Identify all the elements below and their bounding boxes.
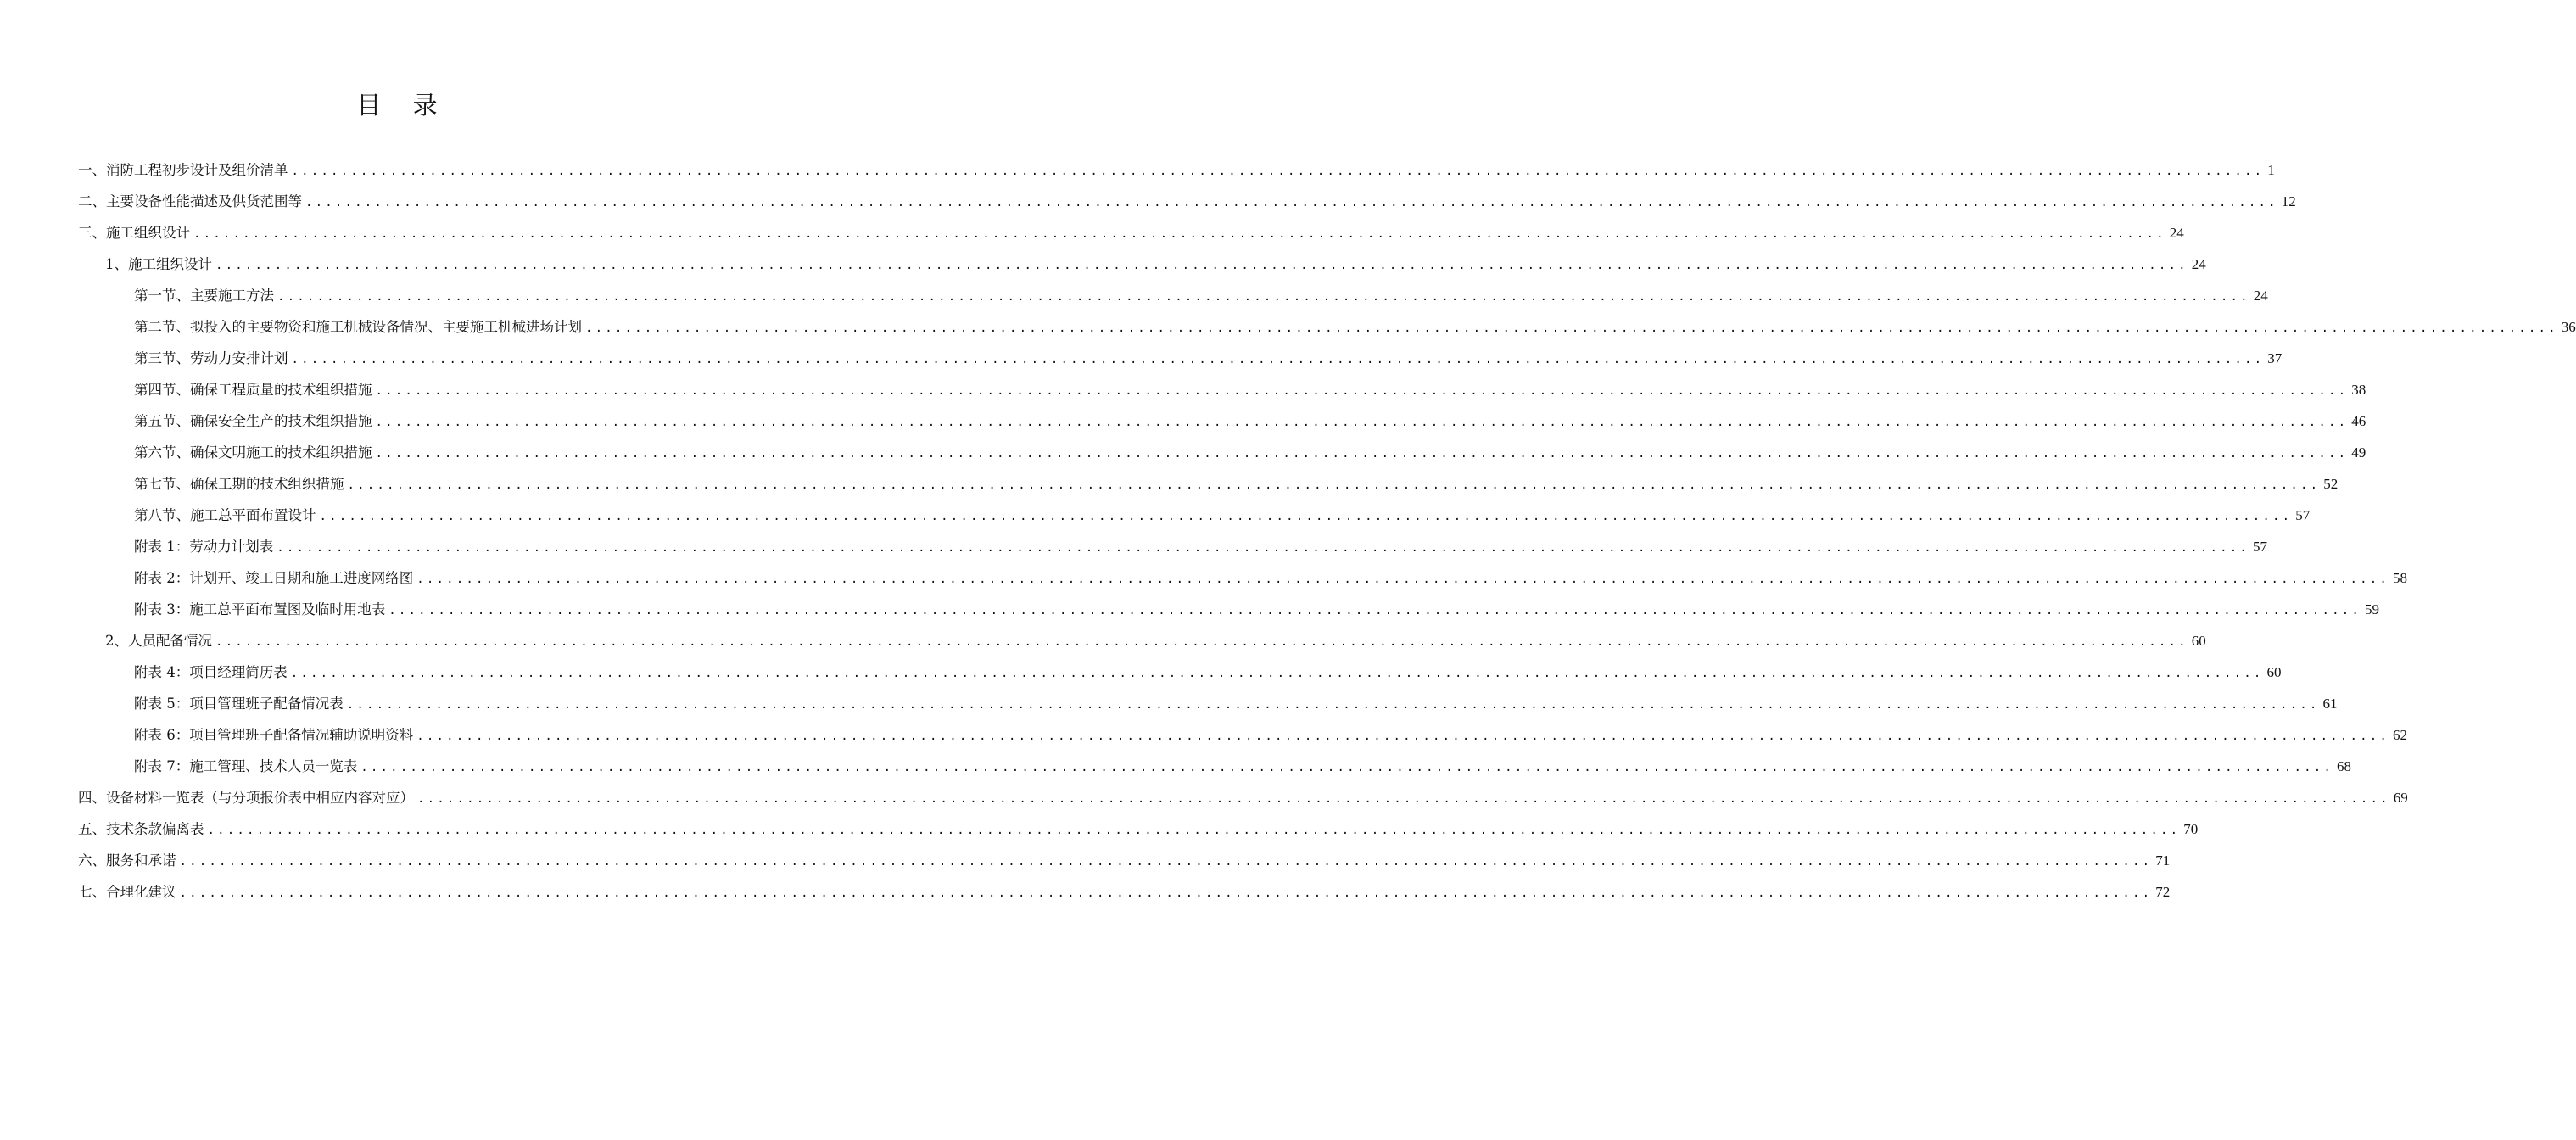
toc-page-number: 59 bbox=[2365, 601, 2379, 618]
toc-leader-dots: ........................................................................................................................................................................................................ bbox=[291, 165, 2265, 178]
toc-entry-label: 附表 6：项目管理班子配备情况辅助说明资料 bbox=[134, 727, 414, 743]
toc-leader-dots: ........................................................................................................................................................................................................ bbox=[346, 698, 2320, 712]
toc-entry[interactable] bbox=[134, 438, 2366, 468]
toc-leader-dots: ........................................................................................................................................................................................................ bbox=[215, 259, 2188, 272]
toc-entry-label: 附表 5：项目管理班子配备情况表 bbox=[134, 696, 344, 712]
toc-entry[interactable] bbox=[134, 375, 2366, 405]
toc-leader-dots: ........................................................................................................................................................................................................ bbox=[416, 729, 2389, 743]
toc-entry[interactable] bbox=[134, 595, 2379, 625]
toc-leader-dots: ........................................................................................................................................................................................................ bbox=[375, 384, 2349, 398]
toc-leader-dots: ........................................................................................................................................................................................................ bbox=[319, 510, 2293, 523]
toc-entry[interactable] bbox=[78, 877, 2171, 908]
toc-leader-dots: ........................................................................................................................................................................................................ bbox=[193, 227, 2166, 241]
toc-entry-label: 第三节、劳动力安排计划 bbox=[134, 350, 288, 366]
toc-entry[interactable] bbox=[134, 469, 2339, 500]
toc-page-number: 24 bbox=[2169, 225, 2184, 241]
toc-entry[interactable] bbox=[105, 626, 2206, 657]
toc-leader-dots: ........................................................................................................................................................................................................ bbox=[417, 792, 2390, 806]
toc-page-number: 24 bbox=[2191, 256, 2206, 272]
toc-page-number: 70 bbox=[2183, 821, 2199, 837]
toc-entry-label: 第五节、确保安全生产的技术组织措施 bbox=[134, 413, 372, 429]
toc-page-number: 24 bbox=[2253, 288, 2268, 304]
toc-leader-dots: ........................................................................................................................................................................................................ bbox=[290, 667, 2264, 680]
page-title: 目 录 bbox=[356, 91, 450, 120]
toc-page-number: 62 bbox=[2393, 727, 2407, 743]
toc-page-number: 1 bbox=[2267, 162, 2275, 178]
toc-entry[interactable] bbox=[134, 752, 2351, 782]
toc-page-number: 37 bbox=[2267, 350, 2283, 366]
toc-leader-dots: ........................................................................................................................................................................................................ bbox=[291, 353, 2265, 366]
toc-entry[interactable] bbox=[134, 689, 2338, 719]
toc-leader-dots: ........................................................................................................................................................................................................ bbox=[360, 761, 2333, 774]
toc-leader-dots: ........................................................................................................................................................................................................ bbox=[215, 635, 2188, 649]
toc-leader-dots: ........................................................................................................................................................................................................ bbox=[179, 855, 2153, 869]
toc-page-number: 72 bbox=[2155, 884, 2171, 900]
toc-entry-label: 附表 4：项目经理简历表 bbox=[134, 664, 288, 680]
toc-entry-label: 附表 7：施工管理、技术人员一览表 bbox=[134, 758, 358, 774]
toc-leader-dots: ........................................................................................................................................................................................................ bbox=[388, 604, 2361, 618]
toc-entry[interactable] bbox=[134, 312, 2576, 343]
toc-entry-label: 第四节、确保工程质量的技术组织措施 bbox=[134, 382, 372, 398]
toc-leader-dots: ........................................................................................................................................................................................................ bbox=[375, 416, 2349, 429]
toc-entry-label: 第一节、主要施工方法 bbox=[134, 288, 274, 304]
toc-entry[interactable] bbox=[134, 500, 2311, 531]
toc-entry-label: 1、施工组织设计 bbox=[105, 256, 212, 272]
toc-entry[interactable] bbox=[78, 783, 2408, 813]
toc-entry-label: 2、人员配备情况 bbox=[105, 633, 212, 649]
toc-entry-label: 第二节、拟投入的主要物资和施工机械设备情况、主要施工机械进场计划 bbox=[134, 319, 582, 335]
toc-leader-dots: ........................................................................................................................................................................................................ bbox=[305, 196, 2278, 210]
toc-leader-dots: ........................................................................................................................................................................................................ bbox=[207, 824, 2181, 837]
toc-entry[interactable] bbox=[78, 187, 2296, 217]
toc-entry-label: 四、设备材料一览表（与分项报价表中相应内容对应） bbox=[78, 790, 414, 806]
toc-page-number: 68 bbox=[2337, 758, 2351, 774]
toc-page-number: 69 bbox=[2393, 790, 2408, 806]
toc-entry[interactable] bbox=[105, 249, 2206, 280]
toc-entry-label: 三、施工组织设计 bbox=[78, 225, 190, 241]
toc-entry-label: 附表 2：计划开、竣工日期和施工进度网络图 bbox=[134, 570, 414, 586]
toc-entry-label: 附表 3：施工总平面布置图及临时用地表 bbox=[134, 601, 386, 618]
toc-entry[interactable] bbox=[78, 218, 2184, 249]
toc-entry[interactable] bbox=[134, 657, 2282, 688]
toc-entry[interactable] bbox=[78, 846, 2171, 876]
toc-page-number: 52 bbox=[2323, 476, 2339, 492]
toc-page-number: 57 bbox=[2295, 507, 2311, 523]
toc-entry-label: 二、主要设备性能描述及供货范围等 bbox=[78, 193, 302, 210]
toc-page-number: 49 bbox=[2351, 444, 2366, 461]
toc-page-number: 36 bbox=[2561, 319, 2576, 335]
toc-entry-label: 第八节、施工总平面布置设计 bbox=[134, 507, 316, 523]
toc-entry-label: 第七节、确保工期的技术组织措施 bbox=[134, 476, 344, 492]
toc-entry-label: 七、合理化建议 bbox=[78, 884, 176, 900]
toc-leader-dots: ........................................................................................................................................................................................................ bbox=[375, 447, 2349, 461]
toc-page-number: 60 bbox=[2266, 664, 2282, 680]
toc-leader-dots: ........................................................................................................................................................................................................ bbox=[277, 290, 2250, 304]
toc-leader-dots: ........................................................................................................................................................................................................ bbox=[585, 321, 2558, 335]
toc-entry-label: 第六节、确保文明施工的技术组织措施 bbox=[134, 444, 372, 461]
toc-entry[interactable] bbox=[134, 281, 2268, 311]
toc-page-number: 61 bbox=[2322, 696, 2338, 712]
toc-page-number: 71 bbox=[2155, 852, 2171, 869]
toc-leader-dots: ........................................................................................................................................................................................................ bbox=[179, 886, 2153, 900]
toc-page-number: 46 bbox=[2351, 413, 2366, 429]
toc-entry-label: 六、服务和承诺 bbox=[78, 852, 176, 869]
toc-entry[interactable] bbox=[78, 155, 2275, 186]
toc-entry-label: 一、消防工程初步设计及组价清单 bbox=[78, 162, 288, 178]
toc-entry[interactable] bbox=[78, 814, 2199, 845]
toc-entry-label: 五、技术条款偏离表 bbox=[78, 821, 204, 837]
toc-page-number: 60 bbox=[2191, 633, 2206, 649]
toc-entry[interactable] bbox=[134, 532, 2267, 562]
toc-leader-dots: ........................................................................................................................................................................................................ bbox=[347, 478, 2321, 492]
toc-page-number: 38 bbox=[2351, 382, 2366, 398]
toc-leader-dots: ........................................................................................................................................................................................................ bbox=[416, 573, 2389, 586]
toc-entry[interactable] bbox=[134, 344, 2283, 374]
toc-page-number: 12 bbox=[2281, 193, 2296, 210]
toc-entry[interactable] bbox=[134, 720, 2407, 751]
toc-entry[interactable] bbox=[134, 563, 2407, 594]
toc-page-number: 58 bbox=[2393, 570, 2407, 586]
toc-page-number: 57 bbox=[2253, 539, 2267, 555]
toc-entry-label: 附表 1：劳动力计划表 bbox=[134, 539, 274, 555]
toc-leader-dots: ........................................................................................................................................................................................................ bbox=[277, 541, 2249, 555]
toc-entry[interactable] bbox=[134, 406, 2366, 437]
